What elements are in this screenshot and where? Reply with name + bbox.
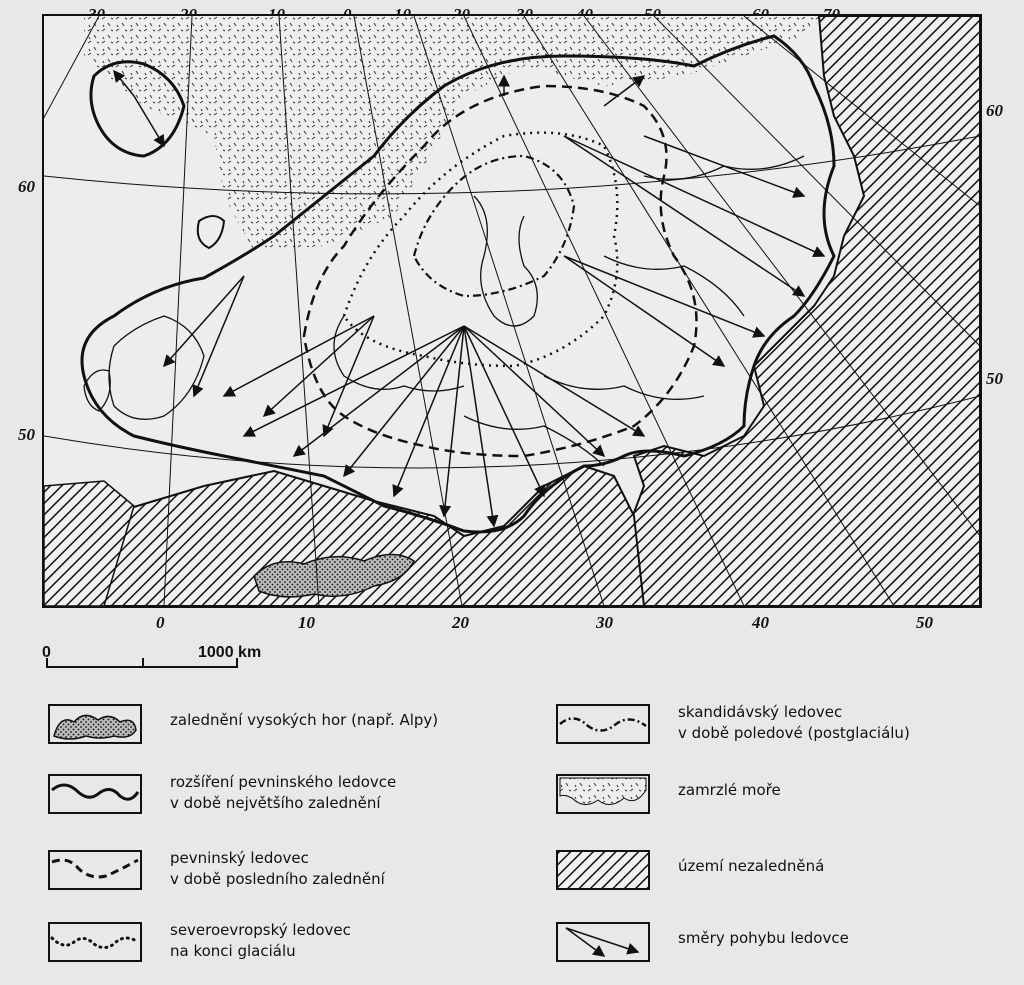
legend-text-movement (678, 928, 849, 949)
legend-item-max-extent (42, 770, 522, 830)
legend-text-postglacial (678, 702, 910, 744)
legend-postglacial-line2: v době poledové (postglaciálu) (678, 724, 910, 742)
legend-alpine-line1: zalednění vysokých hor (např. Alpy) (170, 711, 439, 729)
legend-item-last-glacial (42, 846, 522, 906)
legend-item-frozen-sea (550, 770, 1024, 830)
legend-text-alpine (170, 710, 438, 731)
legend-max-extent-line1: rozšíření pevninského ledovce (170, 773, 397, 791)
legend-late-glacial-line1: severoevropský ledovec (170, 921, 351, 939)
lat-label-left-60: 60 (18, 177, 35, 196)
legend-text-unglaciated (678, 856, 824, 877)
legend-swatch-last-glacial (48, 850, 142, 890)
legend-swatch-movement (556, 922, 650, 962)
scale-tick-mid (142, 658, 144, 668)
legend-text-last-glacial (170, 848, 385, 890)
faroe-ice (198, 216, 224, 248)
dashed-line-icon (50, 852, 140, 888)
arrow-icon (558, 924, 648, 960)
legend-swatch-frozen-sea (556, 774, 650, 814)
lat-label-left-50: 50 (18, 425, 35, 444)
dash-dot-line-icon (558, 706, 648, 742)
legend-item-unglaciated (550, 846, 1024, 906)
lat-label-right-50: 50 (986, 369, 1003, 388)
legend-swatch-late-glacial (48, 922, 142, 962)
unglaciated-east (629, 16, 980, 606)
legend-late-glacial-line2: na konci glaciálu (170, 942, 296, 960)
coastlines (84, 156, 804, 466)
diagonal-hatch-icon (558, 852, 648, 888)
legend-movement-line1: směry pohybu ledovce (678, 929, 849, 947)
lon-label-bottom-3: 20 (452, 613, 469, 632)
scale-start-label: 0 (42, 644, 51, 661)
scale-end-label: 1000 km (198, 644, 262, 661)
legend-swatch-unglaciated (556, 850, 650, 890)
legend-max-extent-line2: v době největšího zalednění (170, 794, 381, 812)
legend-item-alpine (42, 700, 522, 760)
lon-label-bottom-2: 10 (298, 613, 315, 632)
legend-item-late-glacial (42, 918, 522, 978)
legend-swatch-alpine (48, 704, 142, 744)
legend-text-late-glacial (170, 920, 351, 962)
legend-last-glacial-line1: pevninský ledovec (170, 849, 309, 867)
legend (42, 700, 1002, 980)
lat-label-right-60: 60 (986, 101, 1003, 120)
legend-swatch-max-extent (48, 774, 142, 814)
legend-postglacial-line1: skandidávský ledovec (678, 703, 843, 721)
legend-item-movement (550, 918, 1024, 978)
legend-last-glacial-line2: v době posledního zalednění (170, 870, 385, 888)
stipple-icon (50, 706, 140, 742)
dotted-line-icon (50, 924, 140, 960)
lon-label-bottom-6: 50 (916, 613, 933, 632)
legend-unglaciated-line1: území nezaledněná (678, 857, 825, 875)
frozen-sea-area (84, 16, 824, 251)
postglacial-line (414, 156, 574, 296)
legend-text-max-extent (170, 772, 396, 814)
legend-item-postglacial (550, 700, 1024, 760)
scale-bar (42, 640, 302, 680)
legend-frozen-sea-line1: zamrzlé moře (678, 781, 781, 799)
legend-swatch-postglacial (556, 704, 650, 744)
lon-label-bottom-1: 0 (156, 613, 165, 632)
glaciation-map (42, 14, 982, 608)
legend-text-frozen-sea (678, 780, 781, 801)
solid-line-icon (50, 776, 140, 812)
map-canvas (44, 16, 980, 606)
lon-label-bottom-5: 40 (752, 613, 769, 632)
lon-label-bottom-4: 30 (596, 613, 613, 632)
ice-hatch-icon (558, 776, 648, 812)
